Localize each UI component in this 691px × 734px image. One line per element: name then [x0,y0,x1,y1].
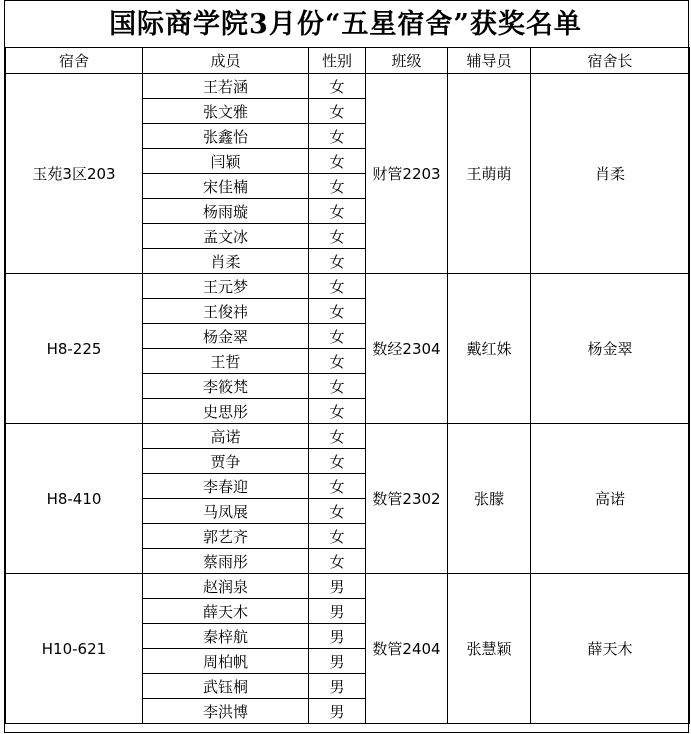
table-row [6,424,690,449]
gender-cell: 女 [309,524,366,549]
leader-cell: 肖柔 [531,74,690,274]
header-row [6,48,690,74]
counselor-cell: 戴红姝 [448,274,531,424]
member-name-cell: 肖柔 [143,249,309,274]
gender-cell: 女 [309,299,366,324]
member-name-cell: 蔡雨彤 [143,549,309,574]
gender-cell: 女 [309,149,366,174]
dorm-cell: H8-225 [6,274,143,424]
gender-cell: 女 [309,424,366,449]
gender-cell: 女 [309,99,366,124]
page-title: 国际商学院3月份“五星宿舍”获奖名单 [109,9,582,40]
member-name-cell: 薛天木 [143,599,309,624]
table-row [6,74,690,99]
member-name-cell: 赵润泉 [143,574,309,599]
member-name-cell: 李春迎 [143,474,309,499]
member-name-cell: 闫颖 [143,149,309,174]
member-name-cell: 杨金翠 [143,324,309,349]
gender-cell: 女 [309,549,366,574]
member-name-cell: 王若涵 [143,74,309,99]
gender-cell: 女 [309,449,366,474]
leader-cell: 杨金翠 [531,274,690,424]
member-name-cell: 马凤展 [143,499,309,524]
header-leader: 宿舍长 [531,48,690,74]
header-gender: 性别 [309,48,366,74]
member-name-cell: 李筱梵 [143,374,309,399]
member-name-cell: 张鑫怡 [143,124,309,149]
gender-cell: 男 [309,699,366,724]
member-name-cell: 高诺 [143,424,309,449]
gender-cell: 女 [309,224,366,249]
gender-cell: 男 [309,674,366,699]
table-body [6,74,690,724]
leader-cell: 薛天木 [531,574,690,724]
gender-cell: 女 [309,499,366,524]
gender-cell: 女 [309,74,366,99]
member-name-cell: 史思彤 [143,399,309,424]
member-name-cell: 贾争 [143,449,309,474]
gender-cell: 女 [309,474,366,499]
member-name-cell: 王元梦 [143,274,309,299]
class-cell: 数管2302 [366,424,448,574]
table-row [6,274,690,299]
gender-cell: 女 [309,174,366,199]
gender-cell: 男 [309,599,366,624]
member-name-cell: 周柏帆 [143,649,309,674]
gender-cell: 女 [309,274,366,299]
gender-cell: 女 [309,124,366,149]
member-name-cell: 武钰桐 [143,674,309,699]
header-member: 成员 [143,48,309,74]
header-counselor: 辅导员 [448,48,531,74]
member-name-cell: 孟文冰 [143,224,309,249]
dorm-cell: H10-621 [6,574,143,724]
header-class: 班级 [366,48,448,74]
dorm-cell: 玉苑3区203 [6,74,143,274]
member-name-cell: 张文雅 [143,99,309,124]
gender-cell: 男 [309,574,366,599]
gender-cell: 女 [309,199,366,224]
member-name-cell: 王俊祎 [143,299,309,324]
header-dorm: 宿舍 [6,48,143,74]
gender-cell: 女 [309,324,366,349]
class-cell: 财管2203 [366,74,448,274]
counselor-cell: 张朦 [448,424,531,574]
gender-cell: 男 [309,624,366,649]
member-name-cell: 宋佳楠 [143,174,309,199]
member-name-cell: 秦梓航 [143,624,309,649]
gender-cell: 女 [309,349,366,374]
class-cell: 数经2304 [366,274,448,424]
gender-cell: 男 [309,649,366,674]
member-name-cell: 郭艺齐 [143,524,309,549]
gender-cell: 女 [309,374,366,399]
class-cell: 数管2404 [366,574,448,724]
dorm-cell: H8-410 [6,424,143,574]
member-name-cell: 杨雨璇 [143,199,309,224]
gender-cell: 女 [309,399,366,424]
member-name-cell: 王哲 [143,349,309,374]
gender-cell: 女 [309,249,366,274]
table-row [6,574,690,599]
leader-cell: 高诺 [531,424,690,574]
award-table [5,47,690,724]
member-name-cell: 李洪博 [143,699,309,724]
counselor-cell: 张慧颖 [448,574,531,724]
counselor-cell: 王萌萌 [448,74,531,274]
